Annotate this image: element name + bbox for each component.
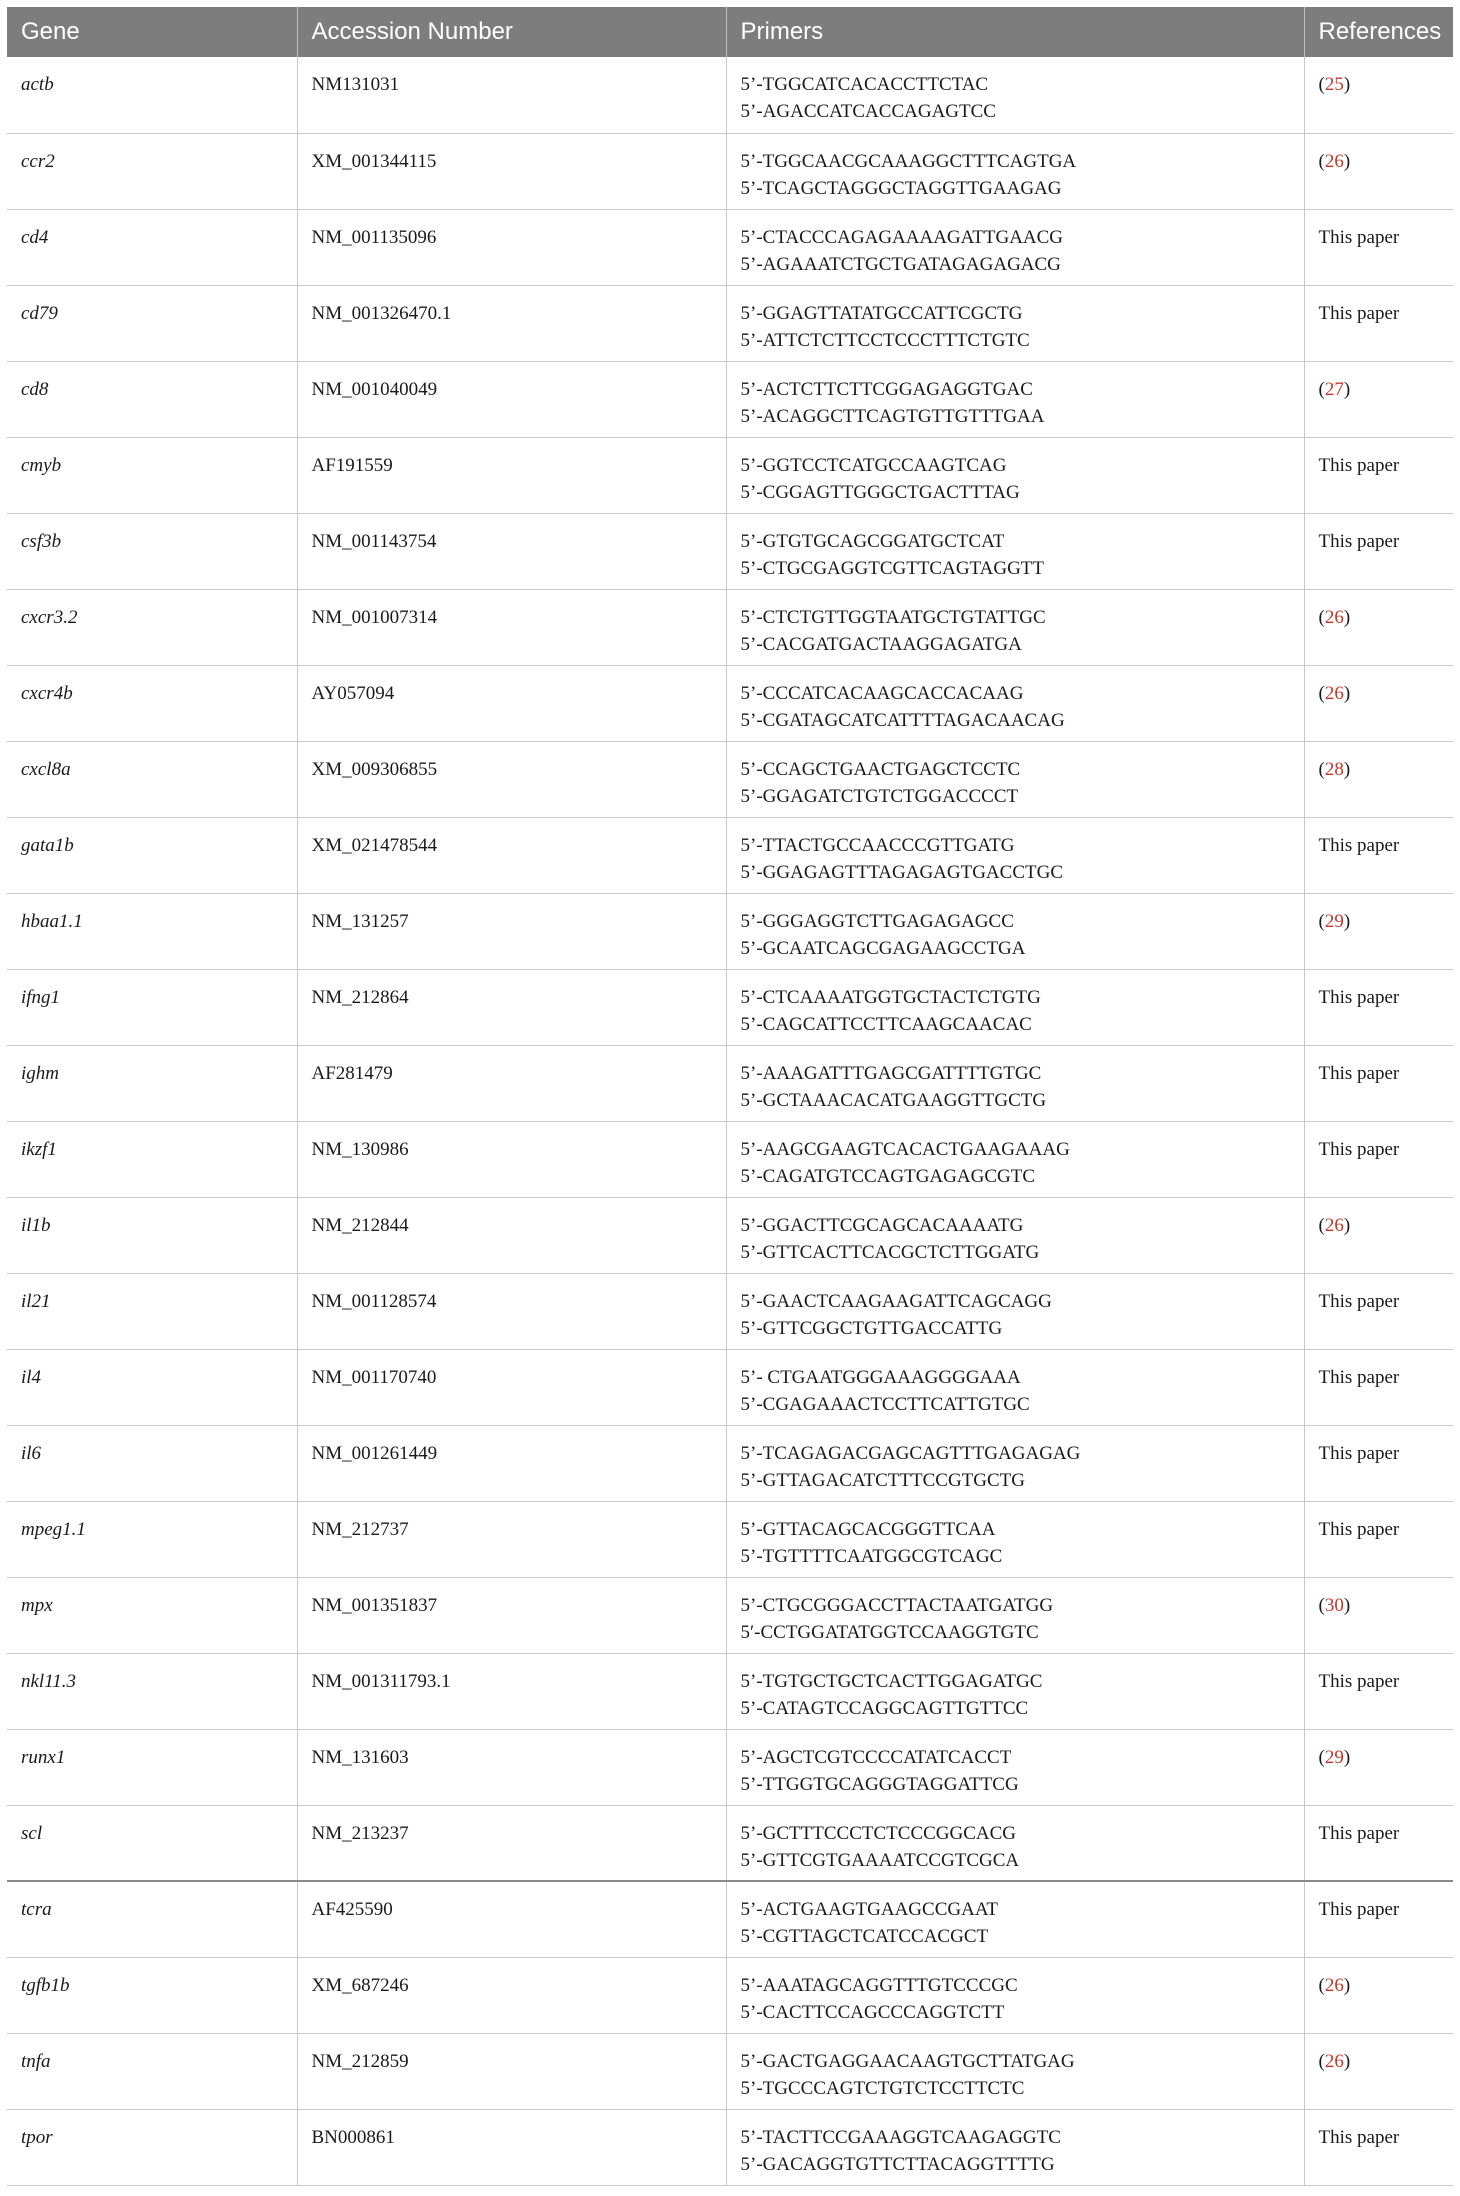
- table-row: [7, 361, 1453, 437]
- gene-cell: scl: [7, 1805, 297, 1881]
- reverse-primer: 5’-CACGATGACTAAGGAGATGA: [740, 633, 1022, 655]
- forward-primer: 5’-TACTTCCGAAAGGTCAAGAGGTC: [740, 2126, 1061, 2148]
- primer-table: [7, 7, 1453, 2186]
- gene-cell: runx1: [7, 1729, 297, 1805]
- reference-text: This paper: [1318, 1290, 1400, 1312]
- reverse-primer: 5’-CGTTAGCTCATCCACGCT: [740, 1926, 989, 1947]
- reverse-primer: 5’-TTGGTGCAGGGTAGGATTCG: [740, 1773, 1019, 1795]
- forward-primer: 5’-GTGTGCAGCGGATGCTCAT: [740, 530, 1005, 552]
- reverse-primer: 5’-CTGCGAGGTCGTTCAGTAGGTT: [740, 557, 1044, 579]
- forward-primer: 5’-GCTTTCCCTCTCCCGGCACG: [740, 1822, 1017, 1844]
- gene-cell: cd79: [7, 285, 297, 361]
- table-body: [7, 57, 1453, 2185]
- gene-cell: tpor: [7, 2109, 297, 2185]
- reference-text: This paper: [1318, 986, 1400, 1008]
- forward-primer: 5’-CTGCGGGACCTTACTAATGATGG: [740, 1594, 1054, 1616]
- primers-cell: [726, 209, 1304, 285]
- accession-cell: NM_213237: [297, 1805, 726, 1881]
- primers-cell: [726, 1121, 1304, 1197]
- accession-cell: AY057094: [297, 665, 726, 741]
- reference-cell: (26): [1304, 1957, 1453, 2033]
- citation-link[interactable]: 26: [1324, 150, 1344, 172]
- primers-cell: [726, 133, 1304, 209]
- primers-cell: [726, 589, 1304, 665]
- reference-text: This paper: [1318, 2126, 1400, 2148]
- reverse-primer: 5’-CACTTCCAGCCCAGGTCTT: [740, 2001, 1005, 2023]
- accession-cell: NM_001326470.1: [297, 285, 726, 361]
- accession-cell: NM_001311793.1: [297, 1653, 726, 1729]
- table-row: [7, 1577, 1453, 1653]
- reference-text: This paper: [1318, 1442, 1400, 1464]
- primers-cell: [726, 1957, 1304, 2033]
- table-row: [7, 2109, 1453, 2185]
- reference-cell: [1304, 1425, 1453, 1501]
- forward-primer: 5’-GTTACAGCACGGGTTCAA: [740, 1518, 996, 1540]
- citation-link[interactable]: 25: [1324, 74, 1344, 95]
- reverse-primer: 5’-TGCCCAGTCTGTCTCCTTCTC: [740, 2077, 1025, 2099]
- citation-link[interactable]: 26: [1324, 1974, 1344, 1996]
- gene-cell: mpx: [7, 1577, 297, 1653]
- reference-text: This paper: [1318, 1822, 1400, 1844]
- table-row: [7, 893, 1453, 969]
- reverse-primer: 5′-CCTGGATATGGTCCAAGGTGTC: [740, 1621, 1039, 1643]
- reverse-primer: 5’-GGAGAGTTTAGAGAGTGACCTGC: [740, 861, 1063, 883]
- reference-cell: [1304, 209, 1453, 285]
- forward-primer: 5’-GGACTTCGCAGCACAAAATG: [740, 1214, 1024, 1236]
- primers-cell: [726, 1045, 1304, 1121]
- table-row: [7, 1349, 1453, 1425]
- forward-primer: 5’-ACTGAAGTGAAGCCGAAT: [740, 1899, 999, 1920]
- primers-cell: [726, 1197, 1304, 1273]
- table-row: [7, 133, 1453, 209]
- accession-cell: NM_001040049: [297, 361, 726, 437]
- gene-cell: cd8: [7, 361, 297, 437]
- primers-cell: [726, 1425, 1304, 1501]
- reference-cell: [1304, 1881, 1453, 1957]
- citation-link[interactable]: 26: [1324, 682, 1344, 704]
- reference-text: This paper: [1318, 1138, 1400, 1160]
- reference-text: This paper: [1318, 1518, 1400, 1540]
- reverse-primer: 5’-GTTCGTGAAAATCCGTCGCA: [740, 1849, 1020, 1871]
- gene-cell: cxcr3.2: [7, 589, 297, 665]
- gene-cell: mpeg1.1: [7, 1501, 297, 1577]
- forward-primer: 5’-CCAGCTGAACTGAGCTCCTC: [740, 758, 1021, 780]
- reference-cell: (25): [1304, 57, 1453, 133]
- table-row: [7, 1273, 1453, 1349]
- reverse-primer: 5’-GCAATCAGCGAGAAGCCTGA: [740, 937, 1026, 959]
- header-accession: Accession Number: [297, 7, 726, 57]
- reference-cell: [1304, 1501, 1453, 1577]
- primers-cell: [726, 1729, 1304, 1805]
- reference-cell: [1304, 285, 1453, 361]
- primers-cell: [726, 741, 1304, 817]
- accession-cell: NM_130986: [297, 1121, 726, 1197]
- table-row: [7, 589, 1453, 665]
- table-row: [7, 285, 1453, 361]
- accession-cell: NM_001261449: [297, 1425, 726, 1501]
- reference-cell: (27): [1304, 361, 1453, 437]
- reverse-primer: 5’-TGTTTTCAATGGCGTCAGC: [740, 1545, 1003, 1567]
- forward-primer: 5’-TTACTGCCAACCCGTTGATG: [740, 834, 1015, 856]
- accession-cell: NM_212859: [297, 2033, 726, 2109]
- table-row: [7, 969, 1453, 1045]
- forward-primer: 5’-GAACTCAAGAAGATTCAGCAGG: [740, 1290, 1052, 1312]
- accession-cell: XM_001344115: [297, 133, 726, 209]
- reference-text: This paper: [1318, 1670, 1400, 1692]
- reverse-primer: 5’-GTTCACTTCACGCTCTTGGATG: [740, 1241, 1040, 1263]
- primers-cell: [726, 2109, 1304, 2185]
- table-row: [7, 741, 1453, 817]
- accession-cell: XM_021478544: [297, 817, 726, 893]
- forward-primer: 5’-CTACCCAGAGAAAAGATTGAACG: [740, 226, 1064, 248]
- primers-cell: [726, 437, 1304, 513]
- reference-text: This paper: [1318, 530, 1400, 552]
- gene-cell: cmyb: [7, 437, 297, 513]
- reference-text: This paper: [1318, 302, 1400, 324]
- reverse-primer: 5’-CATAGTCCAGGCAGTTGTTCC: [740, 1697, 1029, 1719]
- reverse-primer: 5’-CGGAGTTGGGCTGACTTTAG: [740, 481, 1020, 503]
- accession-cell: NM_001135096: [297, 209, 726, 285]
- reference-cell: [1304, 1805, 1453, 1881]
- forward-primer: 5’-GACTGAGGAACAAGTGCTTATGAG: [740, 2050, 1075, 2072]
- header-primers: Primers: [726, 7, 1304, 57]
- table-row: [7, 2033, 1453, 2109]
- accession-cell: AF281479: [297, 1045, 726, 1121]
- reverse-primer: 5’-ACAGGCTTCAGTGTTGTTTGAA: [740, 405, 1045, 427]
- primers-cell: [726, 2033, 1304, 2109]
- reference-text: This paper: [1318, 226, 1400, 248]
- gene-cell: ikzf1: [7, 1121, 297, 1197]
- gene-cell: cxcr4b: [7, 665, 297, 741]
- reference-cell: [1304, 1273, 1453, 1349]
- table-header-row: [7, 7, 1453, 57]
- table-row: [7, 1121, 1453, 1197]
- forward-primer: 5’-AAAGATTTGAGCGATTTTGTGC: [740, 1062, 1042, 1084]
- accession-cell: NM_131257: [297, 893, 726, 969]
- gene-cell: ifng1: [7, 969, 297, 1045]
- forward-primer: 5’-GGTCCTCATGCCAAGTCAG: [740, 454, 1007, 476]
- reverse-primer: 5’-AGACCATCACCAGAGTCC: [740, 101, 996, 122]
- gene-cell: ighm: [7, 1045, 297, 1121]
- table-row: [7, 1425, 1453, 1501]
- reference-text: This paper: [1318, 1062, 1400, 1084]
- gene-cell: il4: [7, 1349, 297, 1425]
- reference-cell: [1304, 1653, 1453, 1729]
- forward-primer: 5’-TGTGCTGCTCACTTGGAGATGC: [740, 1670, 1043, 1692]
- table-row: [7, 209, 1453, 285]
- accession-cell: NM_212864: [297, 969, 726, 1045]
- reference-cell: (29): [1304, 893, 1453, 969]
- forward-primer: 5’-GGGAGGTCTTGAGAGAGCC: [740, 910, 1014, 932]
- forward-primer: 5’-TCAGAGACGAGCAGTTTGAGAGAG: [740, 1442, 1081, 1464]
- citation-link[interactable]: 28: [1324, 758, 1344, 780]
- citation-link[interactable]: 29: [1324, 910, 1344, 932]
- primers-cell: [726, 1273, 1304, 1349]
- reverse-primer: 5’-GTTCGGCTGTTGACCATTG: [740, 1317, 1003, 1339]
- reverse-primer: 5’-CGATAGCATCATTTTAGACAACAG: [740, 709, 1065, 731]
- reference-cell: [1304, 1045, 1453, 1121]
- reference-cell: (26): [1304, 2033, 1453, 2109]
- forward-primer: 5’-AAGCGAAGTCACACTGAAGAAAG: [740, 1138, 1070, 1160]
- reference-cell: [1304, 817, 1453, 893]
- gene-cell: hbaa1.1: [7, 893, 297, 969]
- accession-cell: NM_001143754: [297, 513, 726, 589]
- reverse-primer: 5’-CAGATGTCCAGTGAGAGCGTC: [740, 1165, 1035, 1187]
- reference-cell: (30): [1304, 1577, 1453, 1653]
- accession-cell: NM_001128574: [297, 1273, 726, 1349]
- primers-cell: [726, 361, 1304, 437]
- citation-link[interactable]: 26: [1324, 606, 1344, 628]
- primers-cell: [726, 1501, 1304, 1577]
- primers-cell: [726, 1881, 1304, 1957]
- gene-cell: gata1b: [7, 817, 297, 893]
- reference-cell: (29): [1304, 1729, 1453, 1805]
- table-row: [7, 1653, 1453, 1729]
- header-gene: Gene: [7, 7, 297, 57]
- table-row: [7, 1805, 1453, 1881]
- forward-primer: 5’-CTCTGTTGGTAATGCTGTATTGC: [740, 606, 1046, 628]
- reverse-primer: 5’-GACAGGTGTTCTTACAGGTTTTG: [740, 2153, 1055, 2175]
- reference-text: This paper: [1318, 1366, 1400, 1388]
- reverse-primer: 5’-GTTAGACATCTTTCCGTGCTG: [740, 1469, 1026, 1491]
- reverse-primer: 5’-GCTAAACACATGAAGGTTGCTG: [740, 1089, 1047, 1111]
- reference-cell: [1304, 1349, 1453, 1425]
- reference-cell: [1304, 437, 1453, 513]
- accession-cell: NM_001170740: [297, 1349, 726, 1425]
- reference-cell: (26): [1304, 589, 1453, 665]
- reference-cell: [1304, 969, 1453, 1045]
- citation-link[interactable]: 26: [1324, 1214, 1344, 1236]
- primers-cell: [726, 1577, 1304, 1653]
- accession-cell: NM_001351837: [297, 1577, 726, 1653]
- forward-primer: 5’- CTGAATGGGAAAGGGGAAA: [740, 1366, 1021, 1388]
- gene-cell: ccr2: [7, 133, 297, 209]
- reference-cell: (26): [1304, 133, 1453, 209]
- reference-cell: (28): [1304, 741, 1453, 817]
- forward-primer: 5’-AAATAGCAGGTTTGTCCCGC: [740, 1974, 1018, 1996]
- forward-primer: 5’-TGGCATCACACCTTCTAC: [740, 74, 989, 95]
- table-row: [7, 817, 1453, 893]
- table-row: [7, 1197, 1453, 1273]
- table-row: [7, 513, 1453, 589]
- gene-cell: cxcl8a: [7, 741, 297, 817]
- reference-cell: [1304, 1121, 1453, 1197]
- gene-cell: csf3b: [7, 513, 297, 589]
- reverse-primer: 5’-ATTCTCTTCCTCCCTTTCTGTC: [740, 329, 1030, 351]
- citation-link[interactable]: 29: [1324, 1746, 1344, 1768]
- accession-cell: AF191559: [297, 437, 726, 513]
- forward-primer: 5’-TGGCAACGCAAAGGCTTTCAGTGA: [740, 150, 1077, 172]
- reference-text: This paper: [1318, 834, 1400, 856]
- gene-cell: tgfb1b: [7, 1957, 297, 2033]
- forward-primer: 5’-GGAGTTATATGCCATTCGCTG: [740, 302, 1023, 324]
- accession-cell: NM_212844: [297, 1197, 726, 1273]
- forward-primer: 5’-AGCTCGTCCCCATATCACCT: [740, 1746, 1012, 1768]
- reverse-primer: 5’-AGAAATCTGCTGATAGAGAGACG: [740, 253, 1061, 275]
- citation-link[interactable]: 26: [1324, 2050, 1344, 2072]
- reference-cell: [1304, 2109, 1453, 2185]
- primers-cell: [726, 513, 1304, 589]
- table-row: [7, 1957, 1453, 2033]
- accession-cell: AF425590: [297, 1881, 726, 1957]
- primers-cell: [726, 1349, 1304, 1425]
- reverse-primer: 5’-GGAGATCTGTCTGGACCCCT: [740, 785, 1019, 807]
- primers-cell: [726, 1653, 1304, 1729]
- citation-link[interactable]: 27: [1324, 378, 1344, 400]
- gene-cell: il1b: [7, 1197, 297, 1273]
- primers-cell: [726, 1805, 1304, 1881]
- reverse-primer: 5’-CAGCATTCCTTCAAGCAACAC: [740, 1013, 1032, 1035]
- primers-cell: [726, 893, 1304, 969]
- forward-primer: 5’-CCCATCACAAGCACCACAAG: [740, 682, 1024, 704]
- primers-cell: [726, 817, 1304, 893]
- forward-primer: 5’-ACTCTTCTTCGGAGAGGTGAC: [740, 378, 1033, 400]
- reference-text: This paper: [1318, 454, 1400, 476]
- accession-cell: BN000861: [297, 2109, 726, 2185]
- primers-cell: [726, 57, 1304, 133]
- table-row: [7, 1729, 1453, 1805]
- table-row: [7, 57, 1453, 133]
- accession-cell: XM_687246: [297, 1957, 726, 2033]
- accession-cell: NM_212737: [297, 1501, 726, 1577]
- gene-cell: tnfa: [7, 2033, 297, 2109]
- gene-cell: tcra: [7, 1881, 297, 1957]
- reference-text: This paper: [1318, 1899, 1400, 1920]
- gene-cell: cd4: [7, 209, 297, 285]
- forward-primer: 5’-CTCAAAATGGTGCTACTCTGTG: [740, 986, 1041, 1008]
- primers-cell: [726, 665, 1304, 741]
- reverse-primer: 5’-CGAGAAACTCCTTCATTGTGC: [740, 1393, 1030, 1415]
- table-row: [7, 1045, 1453, 1121]
- header-references: References: [1304, 7, 1453, 57]
- primers-cell: [726, 285, 1304, 361]
- table-row: [7, 1881, 1453, 1957]
- accession-cell: NM131031: [297, 57, 726, 133]
- accession-cell: NM_131603: [297, 1729, 726, 1805]
- gene-cell: nkl11.3: [7, 1653, 297, 1729]
- table-row: [7, 665, 1453, 741]
- gene-cell: il6: [7, 1425, 297, 1501]
- reference-cell: [1304, 513, 1453, 589]
- accession-cell: NM_001007314: [297, 589, 726, 665]
- reference-cell: (26): [1304, 665, 1453, 741]
- gene-cell: actb: [7, 57, 297, 133]
- accession-cell: XM_009306855: [297, 741, 726, 817]
- reverse-primer: 5’-TCAGCTAGGGCTAGGTTGAAGAG: [740, 177, 1062, 199]
- primers-cell: [726, 969, 1304, 1045]
- reference-cell: (26): [1304, 1197, 1453, 1273]
- citation-link[interactable]: 30: [1324, 1594, 1344, 1616]
- table-row: [7, 437, 1453, 513]
- table-row: [7, 1501, 1453, 1577]
- gene-cell: il21: [7, 1273, 297, 1349]
